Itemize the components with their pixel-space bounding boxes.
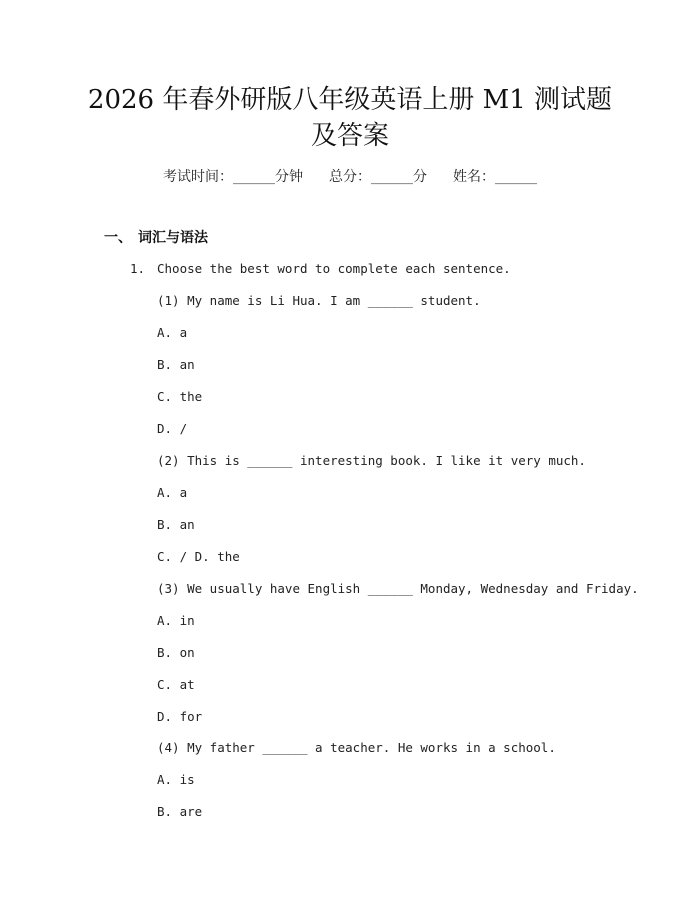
item-4-stem: (4) My father ______ a teacher. He works in a school. (157, 740, 556, 755)
section-title: 词汇与语法 (138, 230, 208, 246)
item-4-option-a: A. is (157, 772, 195, 787)
section-heading (104, 228, 208, 248)
item-1-option-b: B. an (157, 357, 195, 372)
item-4-option-b: B. are (157, 804, 203, 819)
item-2-stem: (2) This is ______ interesting book. I like it very much. (157, 453, 586, 468)
exam-time-field: 考试时间：______分钟 (163, 169, 303, 185)
item-3-option-c: C. at (157, 677, 195, 692)
item-3-option-a: A. in (157, 613, 195, 628)
item-3-option-b: B. on (157, 645, 195, 660)
item-3-stem: (3) We usually have English ______ Monday, Wednesday and Friday. (157, 581, 639, 596)
item-1-option-d: D. / (157, 421, 188, 436)
item-2-option-b: B. an (157, 517, 195, 532)
item-1-option-c: C. the (157, 389, 203, 404)
exam-info-row (0, 166, 700, 188)
item-3-option-d: D. for (157, 709, 203, 724)
item-2-option-c-d: C. / D. the (157, 549, 240, 564)
item-1-option-a: A. a (157, 325, 188, 340)
item-1-stem: (1) My name is Li Hua. I am ______ student. (157, 293, 481, 308)
document-title-line-1: 2026 年春外研版八年级英语上册 M1 测试题 (87, 85, 613, 115)
student-name-field: 姓名：______ (453, 169, 537, 185)
question-number: 1. (130, 261, 146, 276)
document-title-line-2: 及答案 (310, 121, 389, 151)
section-number: 一、 (104, 230, 132, 246)
question-instruction: Choose the best word to complete each sentence. (157, 261, 511, 276)
item-2-option-a: A. a (157, 485, 188, 500)
total-score-field: 总分：______分 (329, 169, 427, 185)
